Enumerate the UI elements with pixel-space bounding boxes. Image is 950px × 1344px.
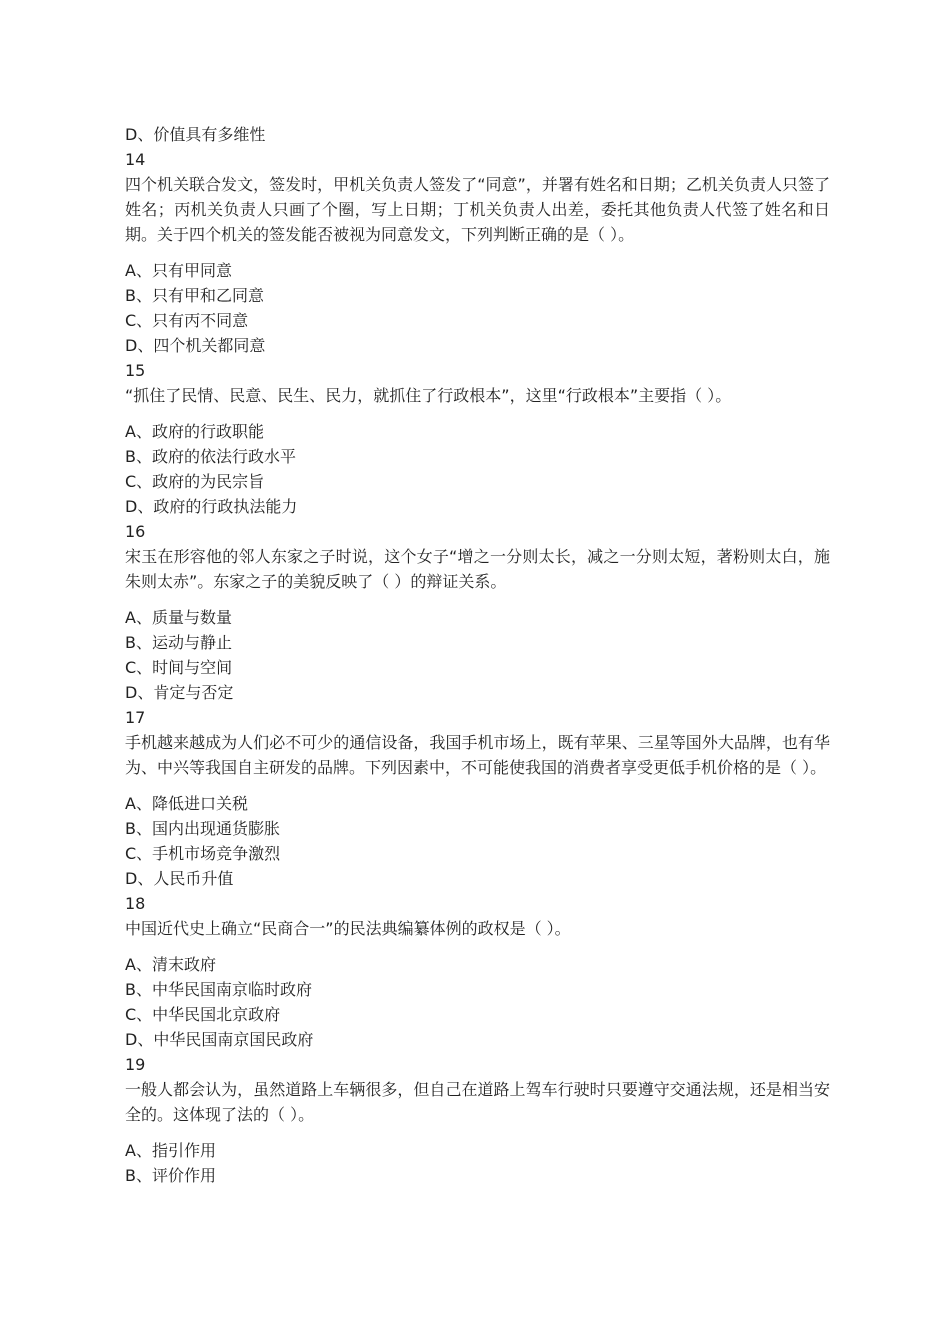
option-d: D、中华民国南京国民政府: [125, 1030, 314, 1049]
option-d: D、肯定与否定: [125, 683, 234, 702]
option-d: D、人民币升值: [125, 869, 234, 888]
question-18: [125, 891, 830, 1052]
question-stem: 四个机关联合发文，签发时，甲机关负责人签发了“同意”，并署有姓名和日期；乙机关负责人只签了姓名；丙机关负责人只画了个圈，写上日期；丁机关负责人出差，委托其他负责人代签了姓名和日期。关于四个机关的签发能否被视为同意发文，下列判断正确的是（ ）。: [125, 175, 830, 244]
document-page: [125, 122, 830, 1188]
question-number: 16: [125, 522, 146, 541]
question-stem: 一般人都会认为，虽然道路上车辆很多，但自己在道路上驾车行驶时只要遵守交通法规，还是相当安全的。这体现了法的（ ）。: [125, 1080, 830, 1124]
question-number: 14: [125, 150, 146, 169]
option-a: A、指引作用: [125, 1141, 216, 1160]
option-b: B、评价作用: [125, 1166, 216, 1185]
option-c: C、中华民国北京政府: [125, 1005, 281, 1024]
option-c: C、时间与空间: [125, 658, 233, 677]
question-stem: 中国近代史上确立“民商合一”的民法典编纂体例的政权是（ ）。: [125, 919, 571, 938]
option-d: D、四个机关都同意: [125, 336, 266, 355]
question-stem: “抓住了民情、民意、民生、民力，就抓住了行政根本”，这里“行政根本”主要指（ ）。: [125, 386, 732, 405]
option-a: A、清末政府: [125, 955, 216, 974]
option-a: A、政府的行政职能: [125, 422, 264, 441]
question-number: 15: [125, 361, 146, 380]
option-d: D、政府的行政执法能力: [125, 497, 298, 516]
question-stem: 手机越来越成为人们必不可少的通信设备，我国手机市场上，既有苹果、三星等国外大品牌，也有华为、中兴等我国自主研发的品牌。下列因素中，不可能使我国的消费者享受更低手机价格的是（ ）。: [125, 733, 830, 777]
option-c: C、只有丙不同意: [125, 311, 249, 330]
option-a: A、质量与数量: [125, 608, 232, 627]
question-16: [125, 519, 830, 705]
question-14: [125, 147, 830, 358]
question-17: [125, 705, 830, 891]
option-a: A、只有甲同意: [125, 261, 232, 280]
option-b: B、中华民国南京临时政府: [125, 980, 312, 999]
question-number: 19: [125, 1055, 146, 1074]
option-c: C、手机市场竞争激烈: [125, 844, 281, 863]
option-b: B、国内出现通货膨胀: [125, 819, 280, 838]
option-c: C、政府的为民宗旨: [125, 472, 265, 491]
option-b: B、政府的依法行政水平: [125, 447, 296, 466]
question-19: [125, 1052, 830, 1188]
question-15: [125, 358, 830, 519]
question-stem: 宋玉在形容他的邻人东家之子时说，这个女子“增之一分则太长，减之一分则太短，著粉则太白，施朱则太赤”。东家之子的美貌反映了（ ）的辩证关系。: [125, 547, 830, 591]
option-b: B、只有甲和乙同意: [125, 286, 264, 305]
option-b: B、运动与静止: [125, 633, 232, 652]
question-number: 18: [125, 894, 146, 913]
question-number: 17: [125, 708, 146, 727]
previous-question-option-d: D、价值具有多维性: [125, 125, 266, 144]
option-a: A、降低进口关税: [125, 794, 248, 813]
